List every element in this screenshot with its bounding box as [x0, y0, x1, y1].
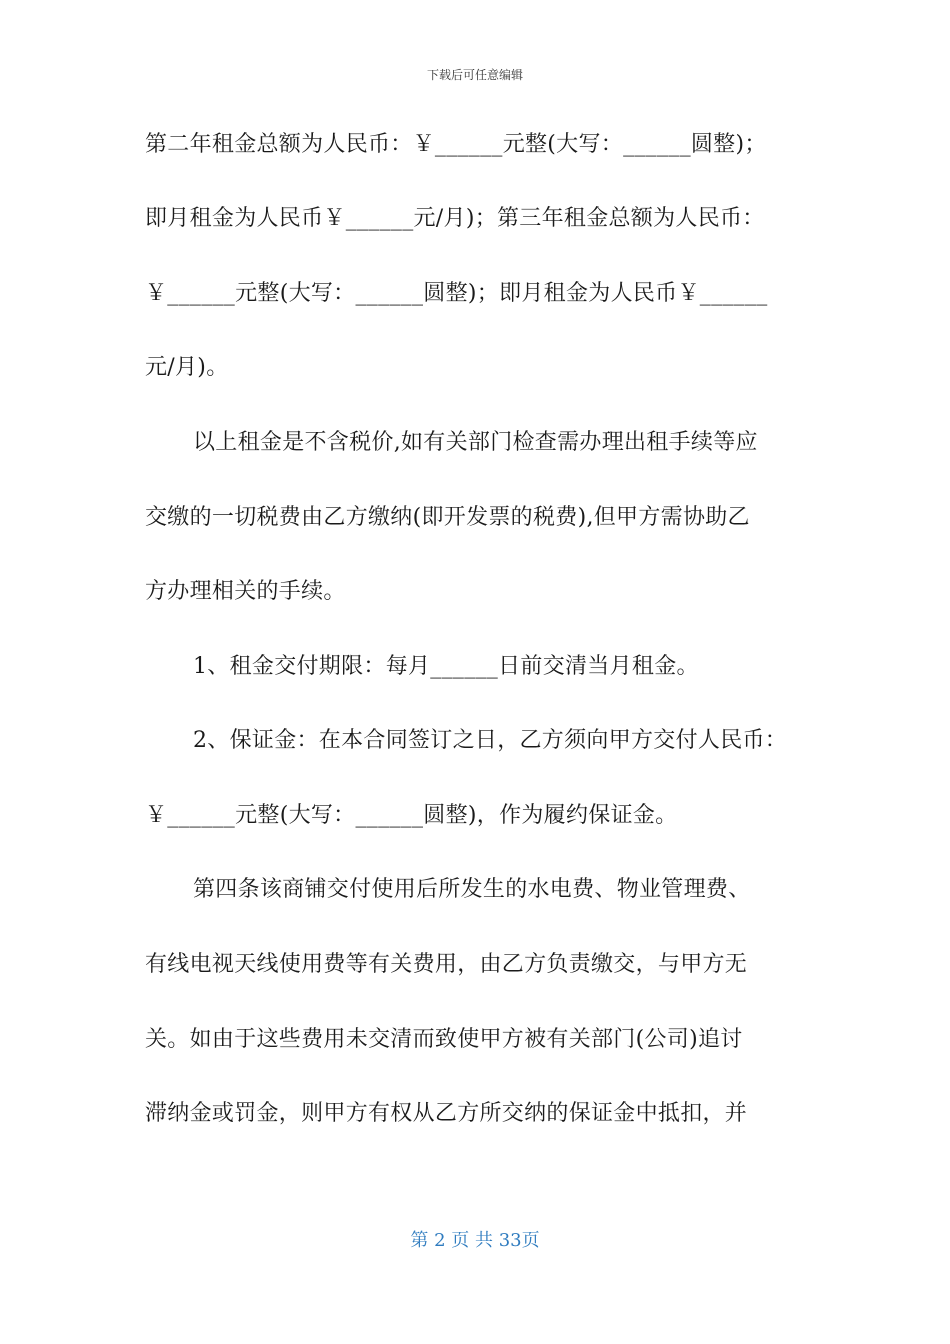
text-line: ￥______元整(大写：______圆整)；即月租金为人民币￥______	[145, 281, 768, 306]
paragraph-start-line: 以上租金是不含税价,如有关部门检查需办理出租手续等应	[193, 430, 758, 455]
page-number: 第 2 页 共 33页	[410, 1230, 540, 1251]
text-line: 元/月)。	[145, 355, 229, 380]
text-line: 即月租金为人民币￥______元/月)；第三年租金总额为人民币：	[145, 206, 765, 231]
page-header: 下载后可任意编辑	[426, 68, 523, 82]
paragraph-start-line: 1、租金交付期限：每月______日前交清当月租金。	[193, 654, 699, 679]
paragraph-start-line: 第四条该商铺交付使用后所发生的水电费、物业管理费、	[193, 877, 751, 902]
text-line: 方办理相关的手续。	[145, 579, 346, 604]
text-line: 有线电视天线使用费等有关费用，由乙方负责缴交，与甲方无	[145, 952, 748, 977]
text-line: 滞纳金或罚金，则甲方有权从乙方所交纳的保证金中抵扣，并	[145, 1101, 748, 1126]
text-line: 第二年租金总额为人民币：￥______元整(大写：______圆整)；	[145, 132, 767, 157]
text-line: 交缴的一切税费由乙方缴纳(即开发票的税费),但甲方需协助乙	[145, 505, 750, 530]
paragraph-start-line: 2、保证金：在本合同签订之日，乙方须向甲方交付人民币：	[193, 728, 788, 753]
text-line: ￥______元整(大写：______圆整)，作为履约保证金。	[145, 803, 678, 828]
text-line: 关。如由于这些费用未交清而致使甲方被有关部门(公司)追讨	[145, 1027, 743, 1052]
